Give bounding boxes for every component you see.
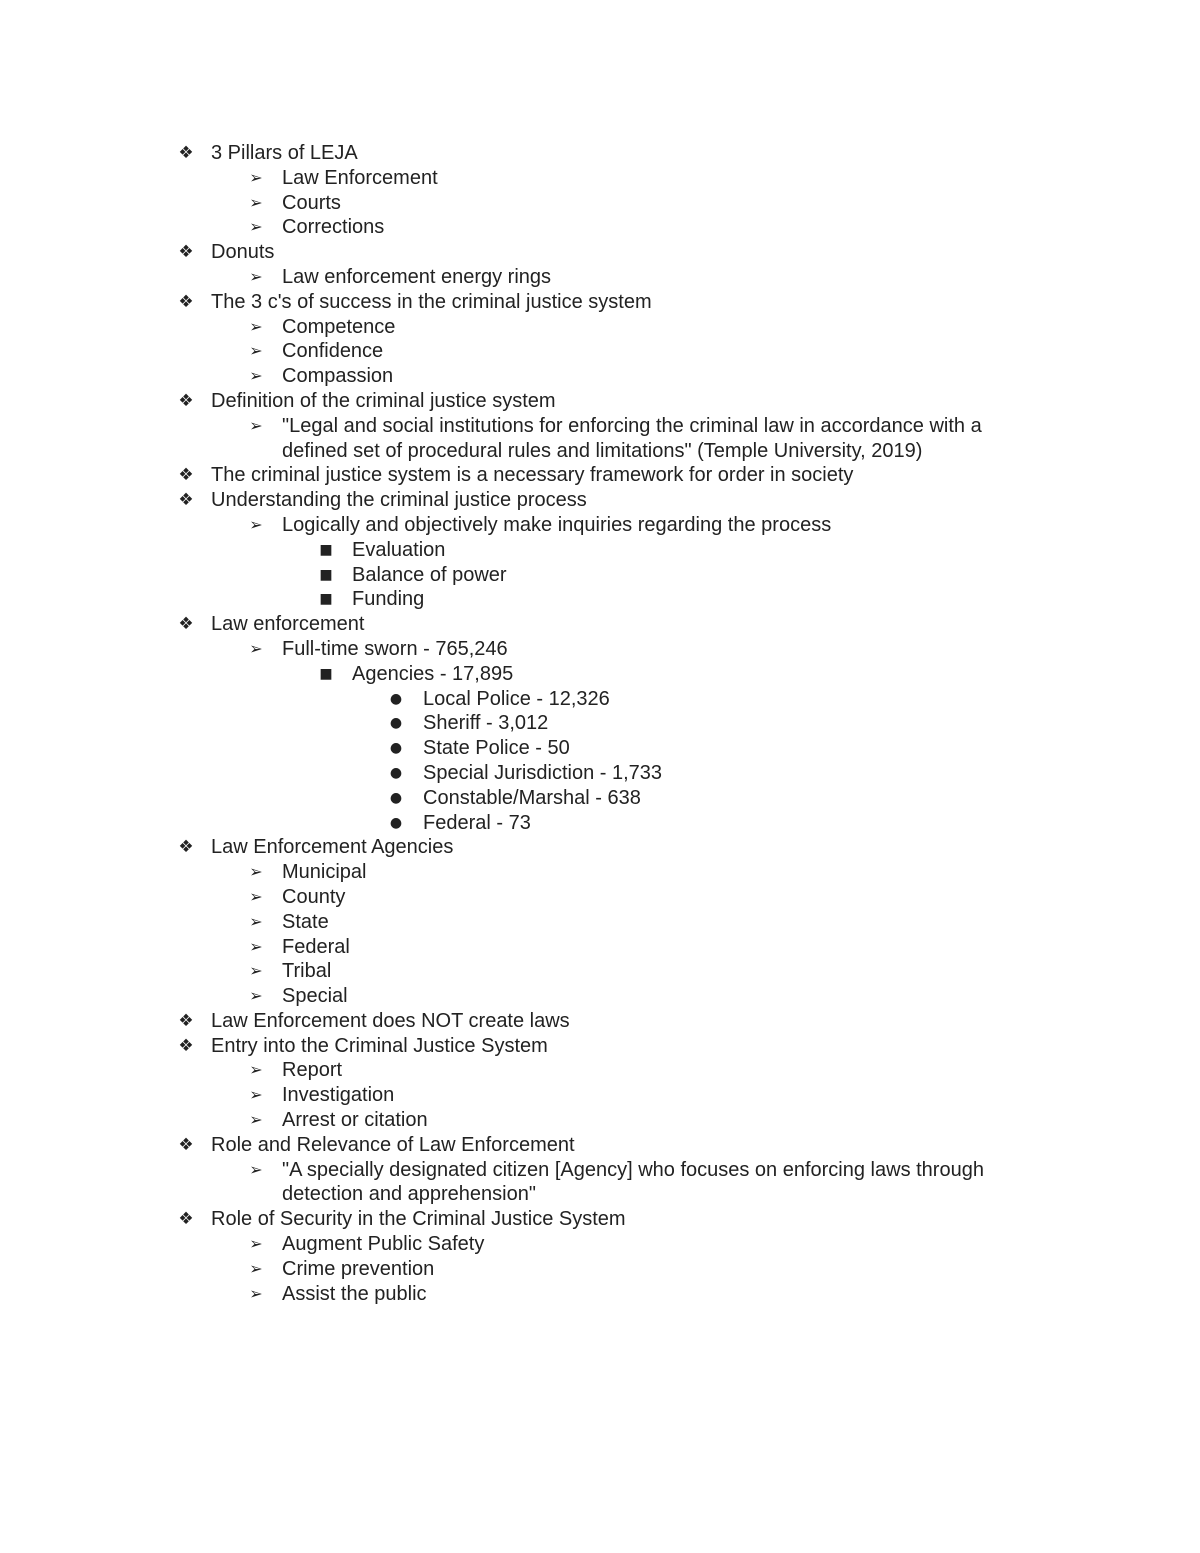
outline-item-level-4 [0, 711, 1200, 736]
outline-item-level-2 [0, 215, 1200, 240]
bullet-icon: ❖ [178, 1035, 194, 1056]
bullet-icon: ■ [319, 665, 333, 682]
outline-item-text: State Police - 50 [423, 737, 570, 760]
bullet-icon: ❖ [178, 1134, 194, 1155]
outline-item-level-1 [0, 1009, 1200, 1034]
outline-item-continuation [0, 439, 1200, 464]
bullet-icon: ➢ [249, 167, 263, 187]
outline-item-level-1 [0, 488, 1200, 513]
outline-item-level-2 [0, 414, 1200, 439]
outline-item-level-2 [0, 166, 1200, 191]
outline-item-text: Federal [282, 935, 350, 958]
bullet-icon: ➢ [249, 1283, 263, 1303]
outline-item-level-2 [0, 910, 1200, 935]
outline-item-text: Full-time sworn - 765,246 [282, 637, 508, 660]
bullet-icon: ● [389, 740, 403, 757]
outline-item-level-1 [0, 1133, 1200, 1158]
bullet-icon: ➢ [249, 638, 263, 658]
bullet-icon: ❖ [178, 614, 194, 635]
outline-item-level-4 [0, 687, 1200, 712]
outline-item-text: Balance of power [352, 563, 507, 586]
outline-item-level-2 [0, 513, 1200, 538]
outline-item-level-4 [0, 761, 1200, 786]
bullet-icon: ■ [319, 566, 333, 583]
bullet-icon: ● [389, 715, 403, 732]
bullet-icon: ● [389, 814, 403, 831]
outline-item-level-2 [0, 339, 1200, 364]
outline-item-text: Report [282, 1059, 343, 1082]
outline-item-text: Crime prevention [282, 1257, 435, 1280]
bullet-icon: ➢ [249, 514, 263, 534]
bullet-icon: ➢ [249, 911, 263, 931]
outline-item-text: Agencies - 17,895 [352, 662, 514, 685]
document-outline [0, 141, 1200, 1306]
outline-item-text: "A specially designated citizen [Agency] who focuses on enforcing laws through [282, 1158, 984, 1181]
outline-item-level-2 [0, 1158, 1200, 1183]
outline-item-text: Assist the public [282, 1282, 427, 1305]
bullet-icon: ❖ [178, 291, 194, 312]
outline-item-level-1 [0, 835, 1200, 860]
outline-item-level-2 [0, 885, 1200, 910]
bullet-icon: ❖ [178, 1209, 194, 1230]
outline-item-text: defined set of procedural rules and limitations" (Temple University, 2019) [282, 439, 923, 462]
outline-item-text: Investigation [282, 1084, 395, 1107]
outline-item-text: Constable/Marshal - 638 [423, 786, 641, 809]
outline-item-text: The 3 c's of success in the criminal justice system [211, 290, 652, 313]
bullet-icon: ➢ [249, 1258, 263, 1278]
bullet-icon: ➢ [249, 1234, 263, 1254]
bullet-icon: ➢ [249, 986, 263, 1006]
outline-item-level-1 [0, 240, 1200, 265]
outline-item-level-1 [0, 1034, 1200, 1059]
outline-item-text: Law Enforcement [282, 166, 438, 189]
bullet-icon: ➢ [249, 366, 263, 386]
outline-item-text: Role and Relevance of Law Enforcement [211, 1133, 575, 1156]
outline-item-text: Sheriff - 3,012 [423, 712, 549, 735]
outline-item-text: Law Enforcement Agencies [211, 836, 454, 859]
bullet-icon: ➢ [249, 341, 263, 361]
bullet-icon: ❖ [178, 465, 194, 486]
outline-item-text: Definition of the criminal justice system [211, 389, 556, 412]
bullet-icon: ❖ [178, 1010, 194, 1031]
bullet-icon: ● [389, 764, 403, 781]
outline-item-text: Municipal [282, 861, 367, 884]
outline-item-text: Understanding the criminal justice process [211, 489, 587, 512]
outline-item-text: Federal - 73 [423, 811, 531, 834]
outline-item-level-3 [0, 662, 1200, 687]
outline-item-level-1 [0, 389, 1200, 414]
bullet-icon: ❖ [178, 390, 194, 411]
outline-item-level-2 [0, 191, 1200, 216]
bullet-icon: ➢ [249, 961, 263, 981]
bullet-icon: ➢ [249, 192, 263, 212]
bullet-icon: ➢ [249, 1060, 263, 1080]
outline-item-level-1 [0, 141, 1200, 166]
bullet-icon: ➢ [249, 862, 263, 882]
outline-item-level-2 [0, 1257, 1200, 1282]
bullet-icon: ➢ [249, 316, 263, 336]
outline-item-level-2 [0, 984, 1200, 1009]
outline-item-continuation [0, 1182, 1200, 1207]
outline-item-level-2 [0, 1232, 1200, 1257]
outline-item-text: Corrections [282, 216, 385, 239]
outline-item-text: State [282, 910, 329, 933]
outline-item-text: Role of Security in the Criminal Justice System [211, 1208, 626, 1231]
outline-item-text: Donuts [211, 241, 275, 264]
bullet-icon: ● [389, 789, 403, 806]
outline-item-level-2 [0, 1108, 1200, 1133]
outline-item-text: Law Enforcement does NOT create laws [211, 1009, 570, 1032]
bullet-icon: ■ [319, 541, 333, 558]
outline-item-level-3 [0, 587, 1200, 612]
outline-item-level-3 [0, 563, 1200, 588]
outline-item-level-2 [0, 1083, 1200, 1108]
bullet-icon: ❖ [178, 143, 194, 163]
outline-item-text: County [282, 885, 346, 908]
outline-item-text: Law enforcement energy rings [282, 265, 552, 288]
outline-item-level-2 [0, 1282, 1200, 1307]
outline-item-text: The criminal justice system is a necessary framework for order in society [211, 464, 854, 487]
outline-item-level-2 [0, 959, 1200, 984]
outline-item-level-1 [0, 612, 1200, 637]
outline-item-text: Competence [282, 315, 396, 338]
outline-item-text: detection and apprehension" [282, 1183, 536, 1206]
outline-item-level-1 [0, 1207, 1200, 1232]
outline-item-text: Compassion [282, 365, 394, 388]
bullet-icon: ❖ [178, 490, 194, 511]
bullet-icon: ➢ [249, 217, 263, 237]
bullet-icon: ➢ [249, 1159, 263, 1179]
bullet-icon: ➢ [249, 415, 263, 435]
outline-item-text: Tribal [282, 960, 332, 983]
outline-item-text: Local Police - 12,326 [423, 687, 610, 710]
outline-item-text: Arrest or citation [282, 1109, 428, 1132]
outline-item-text: 3 Pillars of LEJA [211, 142, 358, 164]
bullet-icon: ➢ [249, 1085, 263, 1105]
outline-item-text: Funding [352, 588, 425, 611]
bullet-icon: ➢ [249, 936, 263, 956]
outline-item-level-2 [0, 637, 1200, 662]
outline-item-level-2 [0, 860, 1200, 885]
outline-item-text: Special [282, 985, 348, 1008]
outline-item-text: Entry into the Criminal Justice System [211, 1034, 548, 1057]
outline-item-level-2 [0, 1058, 1200, 1083]
bullet-icon: ➢ [249, 886, 263, 906]
outline-item-level-4 [0, 811, 1200, 836]
bullet-icon: ➢ [249, 266, 263, 286]
bullet-icon: ➢ [249, 1110, 263, 1130]
bullet-icon: ■ [319, 591, 333, 608]
outline-item-text: Courts [282, 191, 341, 214]
outline-item-text: Logically and objectively make inquiries regarding the process [282, 513, 832, 536]
outline-item-level-2 [0, 364, 1200, 389]
outline-item-text: Confidence [282, 340, 384, 363]
outline-item-text: "Legal and social institutions for enforcing the criminal law in accordance with a [282, 414, 982, 437]
outline-item-text: Special Jurisdiction - 1,733 [423, 761, 663, 784]
outline-item-level-1 [0, 463, 1200, 488]
outline-item-level-1 [0, 290, 1200, 315]
outline-item-level-3 [0, 538, 1200, 563]
outline-item-text: Law enforcement [211, 613, 365, 636]
outline-item-text: Augment Public Safety [282, 1233, 485, 1256]
outline-item-text: Evaluation [352, 538, 446, 561]
outline-item-level-4 [0, 736, 1200, 761]
outline-item-level-2 [0, 265, 1200, 290]
outline-item-level-2 [0, 935, 1200, 960]
bullet-icon: ❖ [178, 242, 194, 263]
bullet-icon: ❖ [178, 837, 194, 858]
bullet-icon: ● [389, 690, 403, 707]
outline-item-level-2 [0, 315, 1200, 340]
outline-item-level-4 [0, 786, 1200, 811]
